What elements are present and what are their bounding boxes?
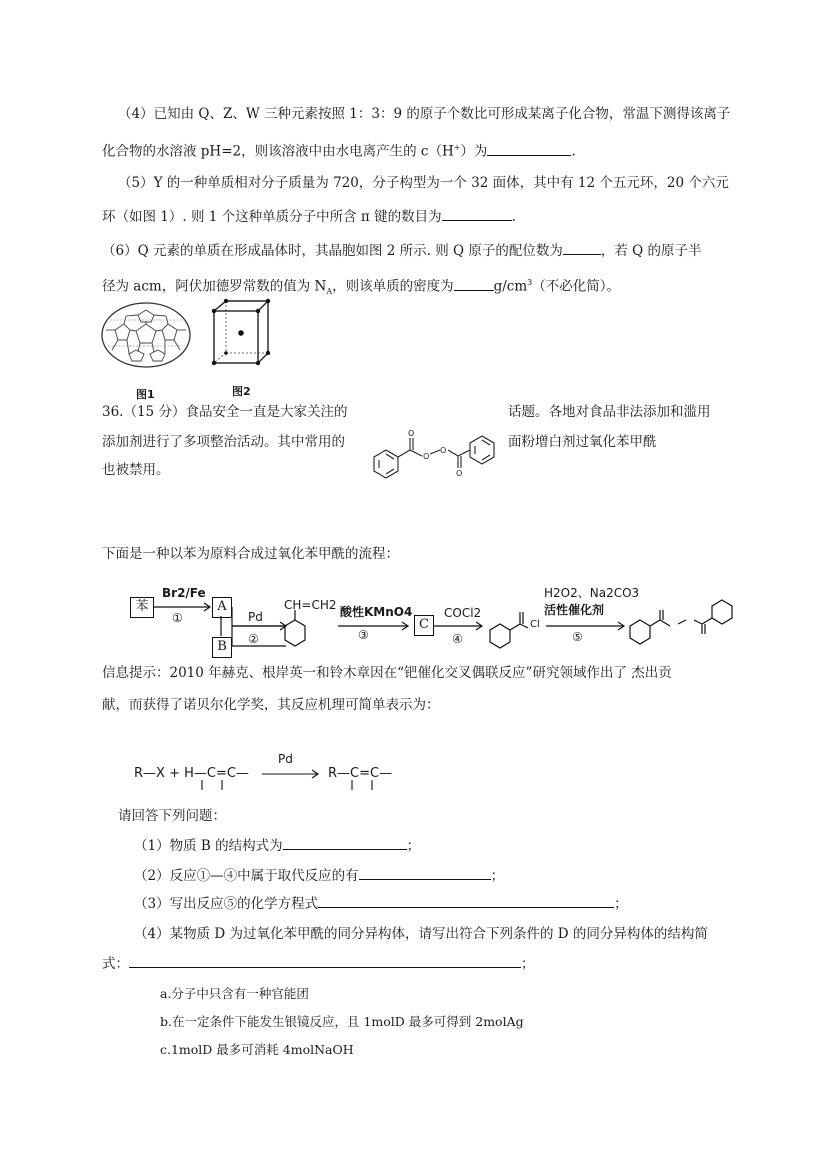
sub-question-4-line2 bbox=[102, 954, 535, 974]
svg-text:O: O bbox=[423, 452, 430, 461]
q5-line2-text: 环（如图 1）. 则 1 个这种单质分子中所含 π 键的数目为 bbox=[102, 209, 442, 225]
sub-question-3 bbox=[134, 894, 628, 914]
q36-intro-left1: 36.（15 分）食品安全一直是大家关注的 bbox=[102, 404, 348, 420]
step2-number: ② bbox=[248, 632, 259, 646]
step1-number: ① bbox=[172, 611, 183, 625]
fullerene-figure bbox=[100, 300, 192, 368]
q4-line2 bbox=[102, 138, 576, 162]
compound-b-box: B bbox=[212, 637, 232, 658]
q6-unit: g/cm bbox=[493, 278, 528, 295]
info-line2: 献，而获得了诺贝尔化学奖，其反应机理可简单表示为： bbox=[102, 697, 440, 713]
condition-a: a.分子中只含有一种官能团 bbox=[160, 986, 309, 1001]
reagent-br2-fe: Br2/Fe bbox=[162, 586, 206, 600]
step5-number: ⑤ bbox=[572, 630, 583, 644]
sub4-end: ； bbox=[521, 956, 535, 972]
q6-line2-text-b: ，则该单质的密度为 bbox=[332, 278, 454, 295]
q36-intro-left3: 也被禁用。 bbox=[102, 462, 170, 478]
q36-intro-left2: 添加剂进行了多项整治活动。其中常用的 bbox=[102, 434, 345, 450]
q5-answer-blank[interactable] bbox=[442, 207, 512, 221]
sub2-text: （2）反应①—④中属于取代反应的有 bbox=[134, 868, 359, 884]
q6-density-blank[interactable] bbox=[454, 277, 494, 291]
q5-end: . bbox=[511, 209, 516, 225]
reagent-catalyst: 活性催化剂 bbox=[544, 603, 605, 617]
mechanism-product: R—C=C— bbox=[328, 766, 393, 781]
condition-b: b.在一定条件下能发生银镜反应，且 1molD 最多可得到 2molAg bbox=[160, 1014, 524, 1029]
crystal-cell-figure bbox=[208, 297, 274, 369]
q36-intro-right1: 话题。各地对食品非法添加和滥用 bbox=[508, 404, 711, 420]
svg-text:O: O bbox=[456, 469, 463, 478]
q6-sub: A bbox=[326, 287, 333, 297]
sub-question-4-line1: （4）某物质 D 为过氧化苯甲酰的同分异构体，请写出符合下列条件的 D 的同分异构体的结构简 bbox=[134, 926, 708, 942]
flow-lines bbox=[150, 580, 750, 670]
sub-question-1 bbox=[134, 836, 420, 856]
reagent-h2o2: H2O2、Na2CO3 bbox=[544, 586, 640, 600]
q4-line1: （4）已知由 Q、Z、W 三种元素按照 1：3：9 的原子个数比可形成某离子化合物，常温下测得该离子 bbox=[118, 106, 731, 122]
q6-sup: 3 bbox=[527, 278, 533, 287]
reagent-cocl2: COCl2 bbox=[444, 606, 482, 620]
q4-sup: + bbox=[453, 143, 461, 152]
benzoyl-peroxide-structure bbox=[370, 420, 500, 486]
condition-c: c.1molD 最多可消耗 4molNaOH bbox=[160, 1042, 354, 1057]
flow-intro: 下面是一种以苯为原料合成过氧化苯甲酰的流程： bbox=[102, 546, 399, 562]
svg-text:O: O bbox=[440, 446, 447, 455]
q4-line2-text: 化合物的水溶液 pH=2，则该溶液中由水电离产生的 c（H bbox=[102, 143, 454, 160]
sub3-answer-blank[interactable] bbox=[318, 894, 614, 908]
compound-c-box: C bbox=[414, 615, 434, 636]
compound-a-box: A bbox=[212, 597, 232, 618]
q6-line2 bbox=[102, 273, 620, 302]
info-line1: 信息提示：2010 年赫克、根岸英一和铃木章因在“钯催化交叉偶联反应”研究领域作出了 杰出贡 bbox=[102, 665, 672, 681]
sub2-answer-blank[interactable] bbox=[359, 866, 491, 880]
sub4-answer-blank[interactable] bbox=[129, 954, 521, 968]
q4-answer-blank[interactable] bbox=[487, 142, 571, 156]
sub-question-2 bbox=[134, 866, 504, 886]
reagent-kmno4: 酸性KMnO4 bbox=[340, 605, 413, 619]
step4-number: ④ bbox=[452, 632, 463, 646]
fig1-caption: 图1 bbox=[136, 388, 155, 401]
fig2-caption: 图2 bbox=[232, 385, 251, 398]
q36-intro-right2: 面粉增白剂过氧化苯甲酰 bbox=[508, 434, 657, 450]
answer-prompt: 请回答下列问题： bbox=[118, 808, 226, 824]
q6-line1-text-b: ，若 Q 的原子半 bbox=[600, 243, 702, 259]
mechanism-reactants: R—X + H—C=C— bbox=[134, 766, 249, 781]
q4-line2-text-b: ）为 bbox=[460, 143, 488, 160]
step3-number: ③ bbox=[358, 628, 369, 642]
mechanism-pd: Pd bbox=[278, 752, 293, 766]
vinyl-label: CH=CH2 bbox=[284, 598, 337, 612]
svg-text:O: O bbox=[408, 429, 415, 438]
sub3-text: （3）写出反应⑤的化学方程式 bbox=[134, 896, 319, 912]
sub1-text: （1）物质 B 的结构式为 bbox=[134, 838, 283, 854]
chloride-label: Cl bbox=[530, 619, 540, 630]
q5-line2 bbox=[102, 207, 516, 227]
q6-line2-text-d: （不必化简）。 bbox=[532, 278, 620, 295]
q6-line1 bbox=[102, 241, 702, 261]
reagent-pd: Pd bbox=[248, 610, 263, 624]
benzene-start-box: 苯 bbox=[130, 597, 154, 618]
q6-coordination-blank[interactable] bbox=[563, 241, 601, 255]
sub1-answer-blank[interactable] bbox=[283, 836, 407, 850]
mechanism-lines bbox=[130, 760, 410, 800]
sub4-text: 式： bbox=[102, 956, 129, 972]
sub3-end: ； bbox=[614, 896, 628, 912]
q5-line1: （5）Y 的一种单质相对分子质量为 720，分子构型为一个 32 面体，其中有 12 个五元环，20 个六元 bbox=[118, 175, 729, 191]
q4-end: . bbox=[571, 143, 576, 160]
q6-line1-text: （6）Q 元素的单质在形成晶体时，其晶胞如图 2 所示. 则 Q 原子的配位数为 bbox=[102, 243, 563, 259]
q6-line2-text: 径为 acm，阿伏加德罗常数的值为 N bbox=[102, 278, 327, 295]
sub2-end: ； bbox=[490, 868, 505, 884]
sub1-end: ； bbox=[406, 838, 421, 854]
